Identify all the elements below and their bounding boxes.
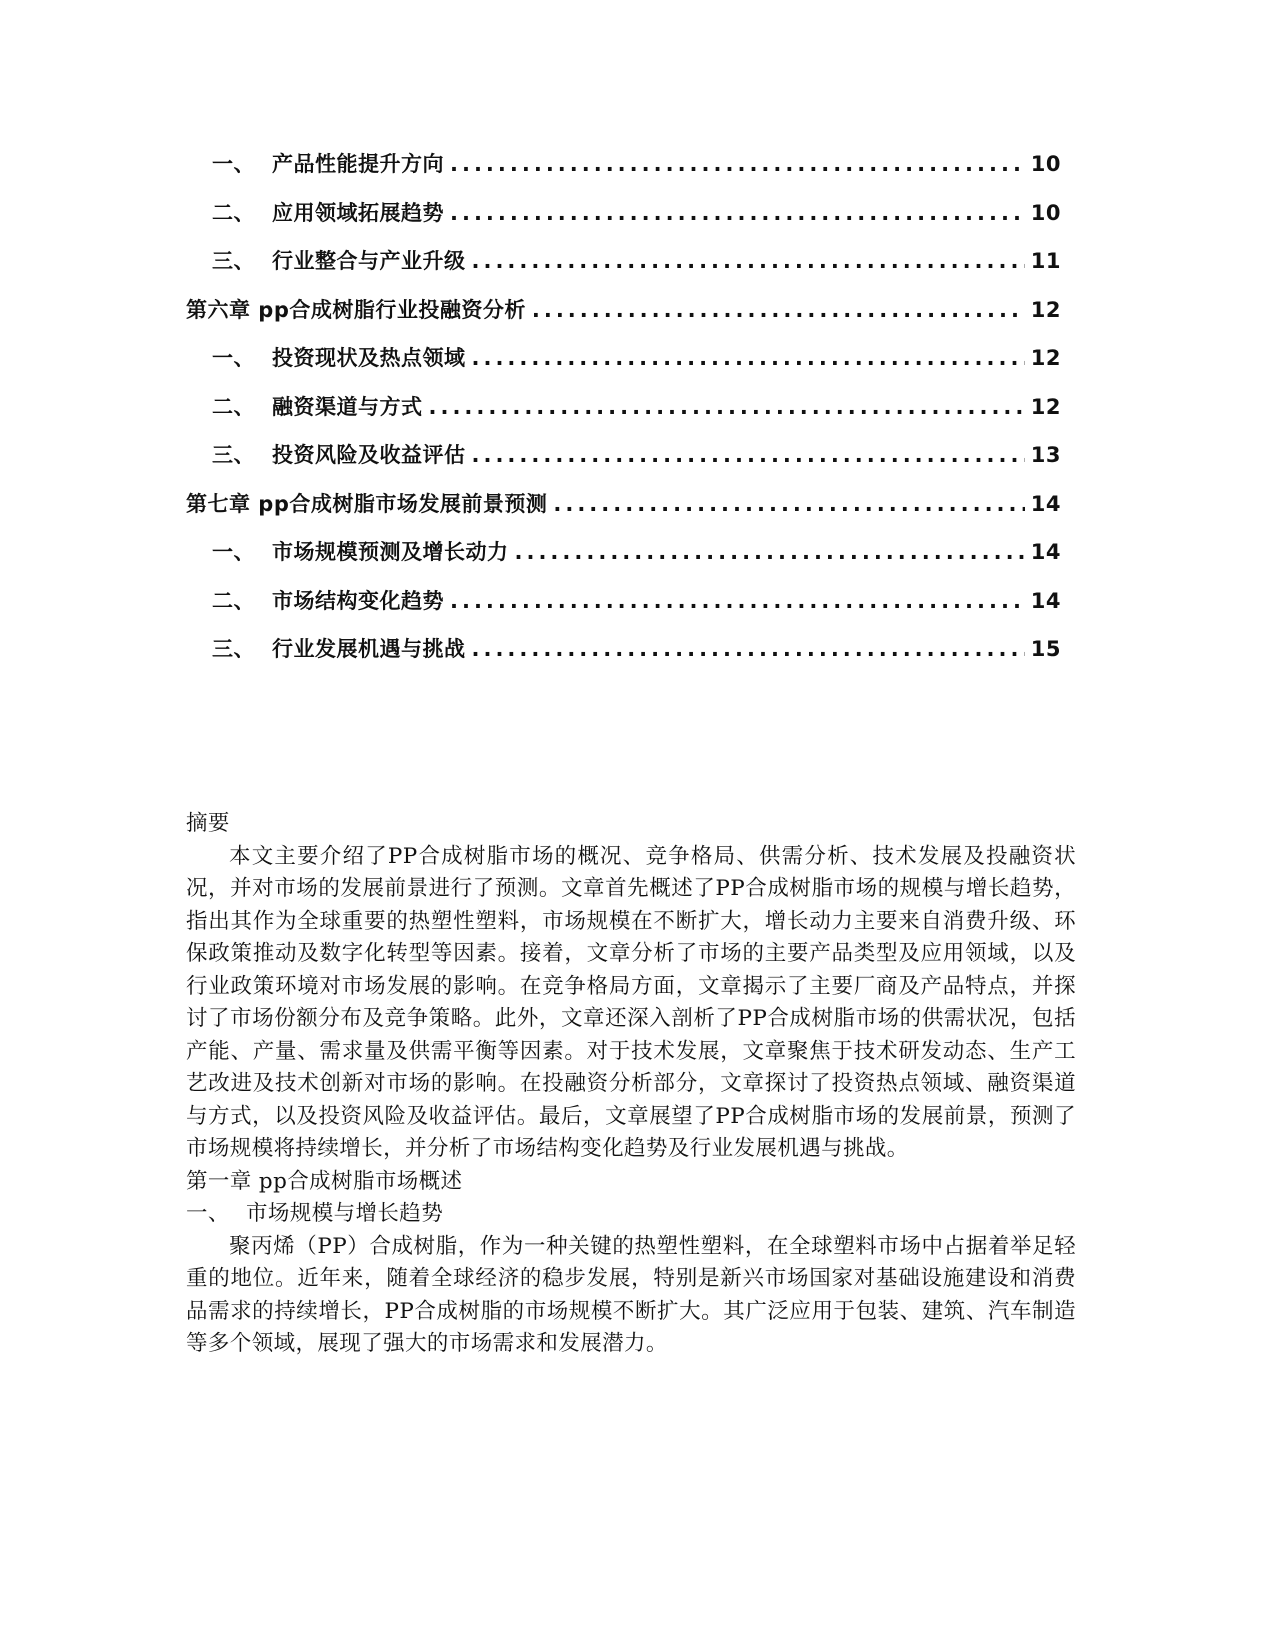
toc-entry-page: 14 bbox=[1030, 540, 1061, 564]
toc-leader-dots bbox=[472, 346, 1025, 370]
toc-entry[interactable] bbox=[186, 148, 1061, 197]
toc-entry-page: 13 bbox=[1030, 443, 1061, 467]
toc-entry-title: 应用领域拓展趋势 bbox=[272, 200, 444, 225]
toc-entry-number: 三、 bbox=[212, 637, 255, 661]
toc-entry-page: 10 bbox=[1030, 152, 1061, 176]
toc-entry-title: 产品性能提升方向 bbox=[272, 152, 444, 176]
toc-entry-number: 二、 bbox=[212, 394, 255, 419]
toc-leader-dots bbox=[472, 249, 1025, 273]
toc-entry-title: 市场规模预测及增长动力 bbox=[272, 540, 509, 564]
toc-chapter-entry[interactable] bbox=[186, 294, 1061, 343]
table-of-contents bbox=[186, 148, 1061, 682]
toc-entry-page: 10 bbox=[1030, 200, 1061, 225]
toc-leader-dots bbox=[450, 201, 1025, 225]
toc-entry-title: 第六章 pp合成树脂行业投融资分析 bbox=[186, 297, 526, 322]
abstract-paragraph: 本文主要介绍了PP合成树脂市场的概况、竞争格局、供需分析、技术发展及投融资状况，并对市场的发展前景进行了预测。文章首先概述了PP合成树脂市场的规模与增长趋势，指出其作为全球重要的热塑性塑料，市场规模在不断扩大，增长动力主要来自消费升级、环保政策推动及数字化转型等因素。接着，文章分析了市场的主要产品类型及应用领域，以及行业政策环境对市场发展的影响。在竞争格局方面，文章揭示了主要厂商及产品特点，并探讨了市场份额分布及竞争策略。此外，文章还深入剖析了PP合成树脂市场的供需状况，包括产能、产量、需求量及供需平衡等因素。对于技术发展，文章聚焦于技术研发动态、生产工艺改进及技术创新对市场的影响。在投融资分析部分，文章探讨了投资热点领域、融资渠道与方式，以及投资风险及收益评估。最后，文章展望了PP合成树脂市场的发展前景，预测了市场规模将持续增长，并分析了市场结构变化趋势及行业发展机遇与挑战。 bbox=[186, 843, 1076, 1161]
document-body bbox=[186, 808, 1076, 1361]
toc-entry-page: 14 bbox=[1030, 588, 1061, 613]
toc-entry[interactable] bbox=[186, 197, 1061, 246]
toc-entry-number: 三、 bbox=[212, 443, 255, 467]
toc-entry[interactable] bbox=[186, 536, 1061, 585]
toc-entry-number: 一、 bbox=[212, 540, 255, 564]
toc-entry[interactable] bbox=[186, 245, 1061, 294]
toc-leader-dots bbox=[532, 298, 1025, 322]
toc-chapter-entry[interactable] bbox=[186, 488, 1061, 537]
toc-entry-page: 12 bbox=[1030, 297, 1061, 322]
body-paragraph: 聚丙烯（PP）合成树脂，作为一种关键的热塑性塑料，在全球塑料市场中占据着举足轻重的地位。近年来，随着全球经济的稳步发展，特别是新兴市场国家对基础设施建设和消费品需求的持续增长，PP合成树脂的市场规模不断扩大。其广泛应用于包装、建筑、汽车制造等多个领域，展现了强大的市场需求和发展潜力。 bbox=[186, 1233, 1076, 1356]
toc-leader-dots bbox=[472, 443, 1025, 467]
toc-leader-dots bbox=[472, 637, 1025, 661]
toc-entry[interactable] bbox=[186, 633, 1061, 682]
toc-entry[interactable] bbox=[186, 585, 1061, 634]
toc-entry-title: 投资现状及热点领域 bbox=[272, 346, 466, 370]
toc-entry-number: 三、 bbox=[212, 249, 255, 273]
toc-entry-number: 二、 bbox=[212, 588, 255, 613]
section-heading bbox=[186, 1198, 1076, 1231]
section-title: 市场规模与增长趋势 bbox=[246, 1201, 444, 1226]
toc-entry-title: 第七章 pp合成树脂市场发展前景预测 bbox=[186, 491, 548, 516]
toc-entry-page: 12 bbox=[1030, 346, 1061, 370]
toc-entry[interactable] bbox=[186, 391, 1061, 440]
toc-entry-page: 14 bbox=[1030, 491, 1061, 516]
toc-entry-title: 行业整合与产业升级 bbox=[272, 249, 466, 273]
toc-leader-dots bbox=[450, 152, 1025, 176]
toc-entry-title: 投资风险及收益评估 bbox=[272, 443, 466, 467]
toc-entry-page: 12 bbox=[1030, 394, 1061, 419]
toc-entry-number: 二、 bbox=[212, 200, 255, 225]
toc-entry-title: 行业发展机遇与挑战 bbox=[272, 637, 466, 661]
toc-entry[interactable] bbox=[186, 439, 1061, 488]
abstract-heading: 摘要 bbox=[186, 811, 230, 836]
chapter-title: 第一章 pp合成树脂市场概述 bbox=[186, 1168, 463, 1194]
toc-leader-dots bbox=[429, 395, 1025, 419]
toc-leader-dots bbox=[515, 540, 1025, 564]
toc-entry-page: 11 bbox=[1030, 249, 1061, 273]
toc-entry[interactable] bbox=[186, 342, 1061, 391]
toc-leader-dots bbox=[553, 492, 1024, 516]
toc-entry-title: 市场结构变化趋势 bbox=[272, 588, 444, 613]
toc-entry-number: 一、 bbox=[212, 346, 255, 370]
toc-leader-dots bbox=[450, 589, 1025, 613]
toc-entry-title: 融资渠道与方式 bbox=[272, 394, 423, 419]
section-number: 一、 bbox=[186, 1201, 230, 1226]
toc-entry-page: 15 bbox=[1030, 637, 1061, 661]
toc-entry-number: 一、 bbox=[212, 152, 255, 176]
